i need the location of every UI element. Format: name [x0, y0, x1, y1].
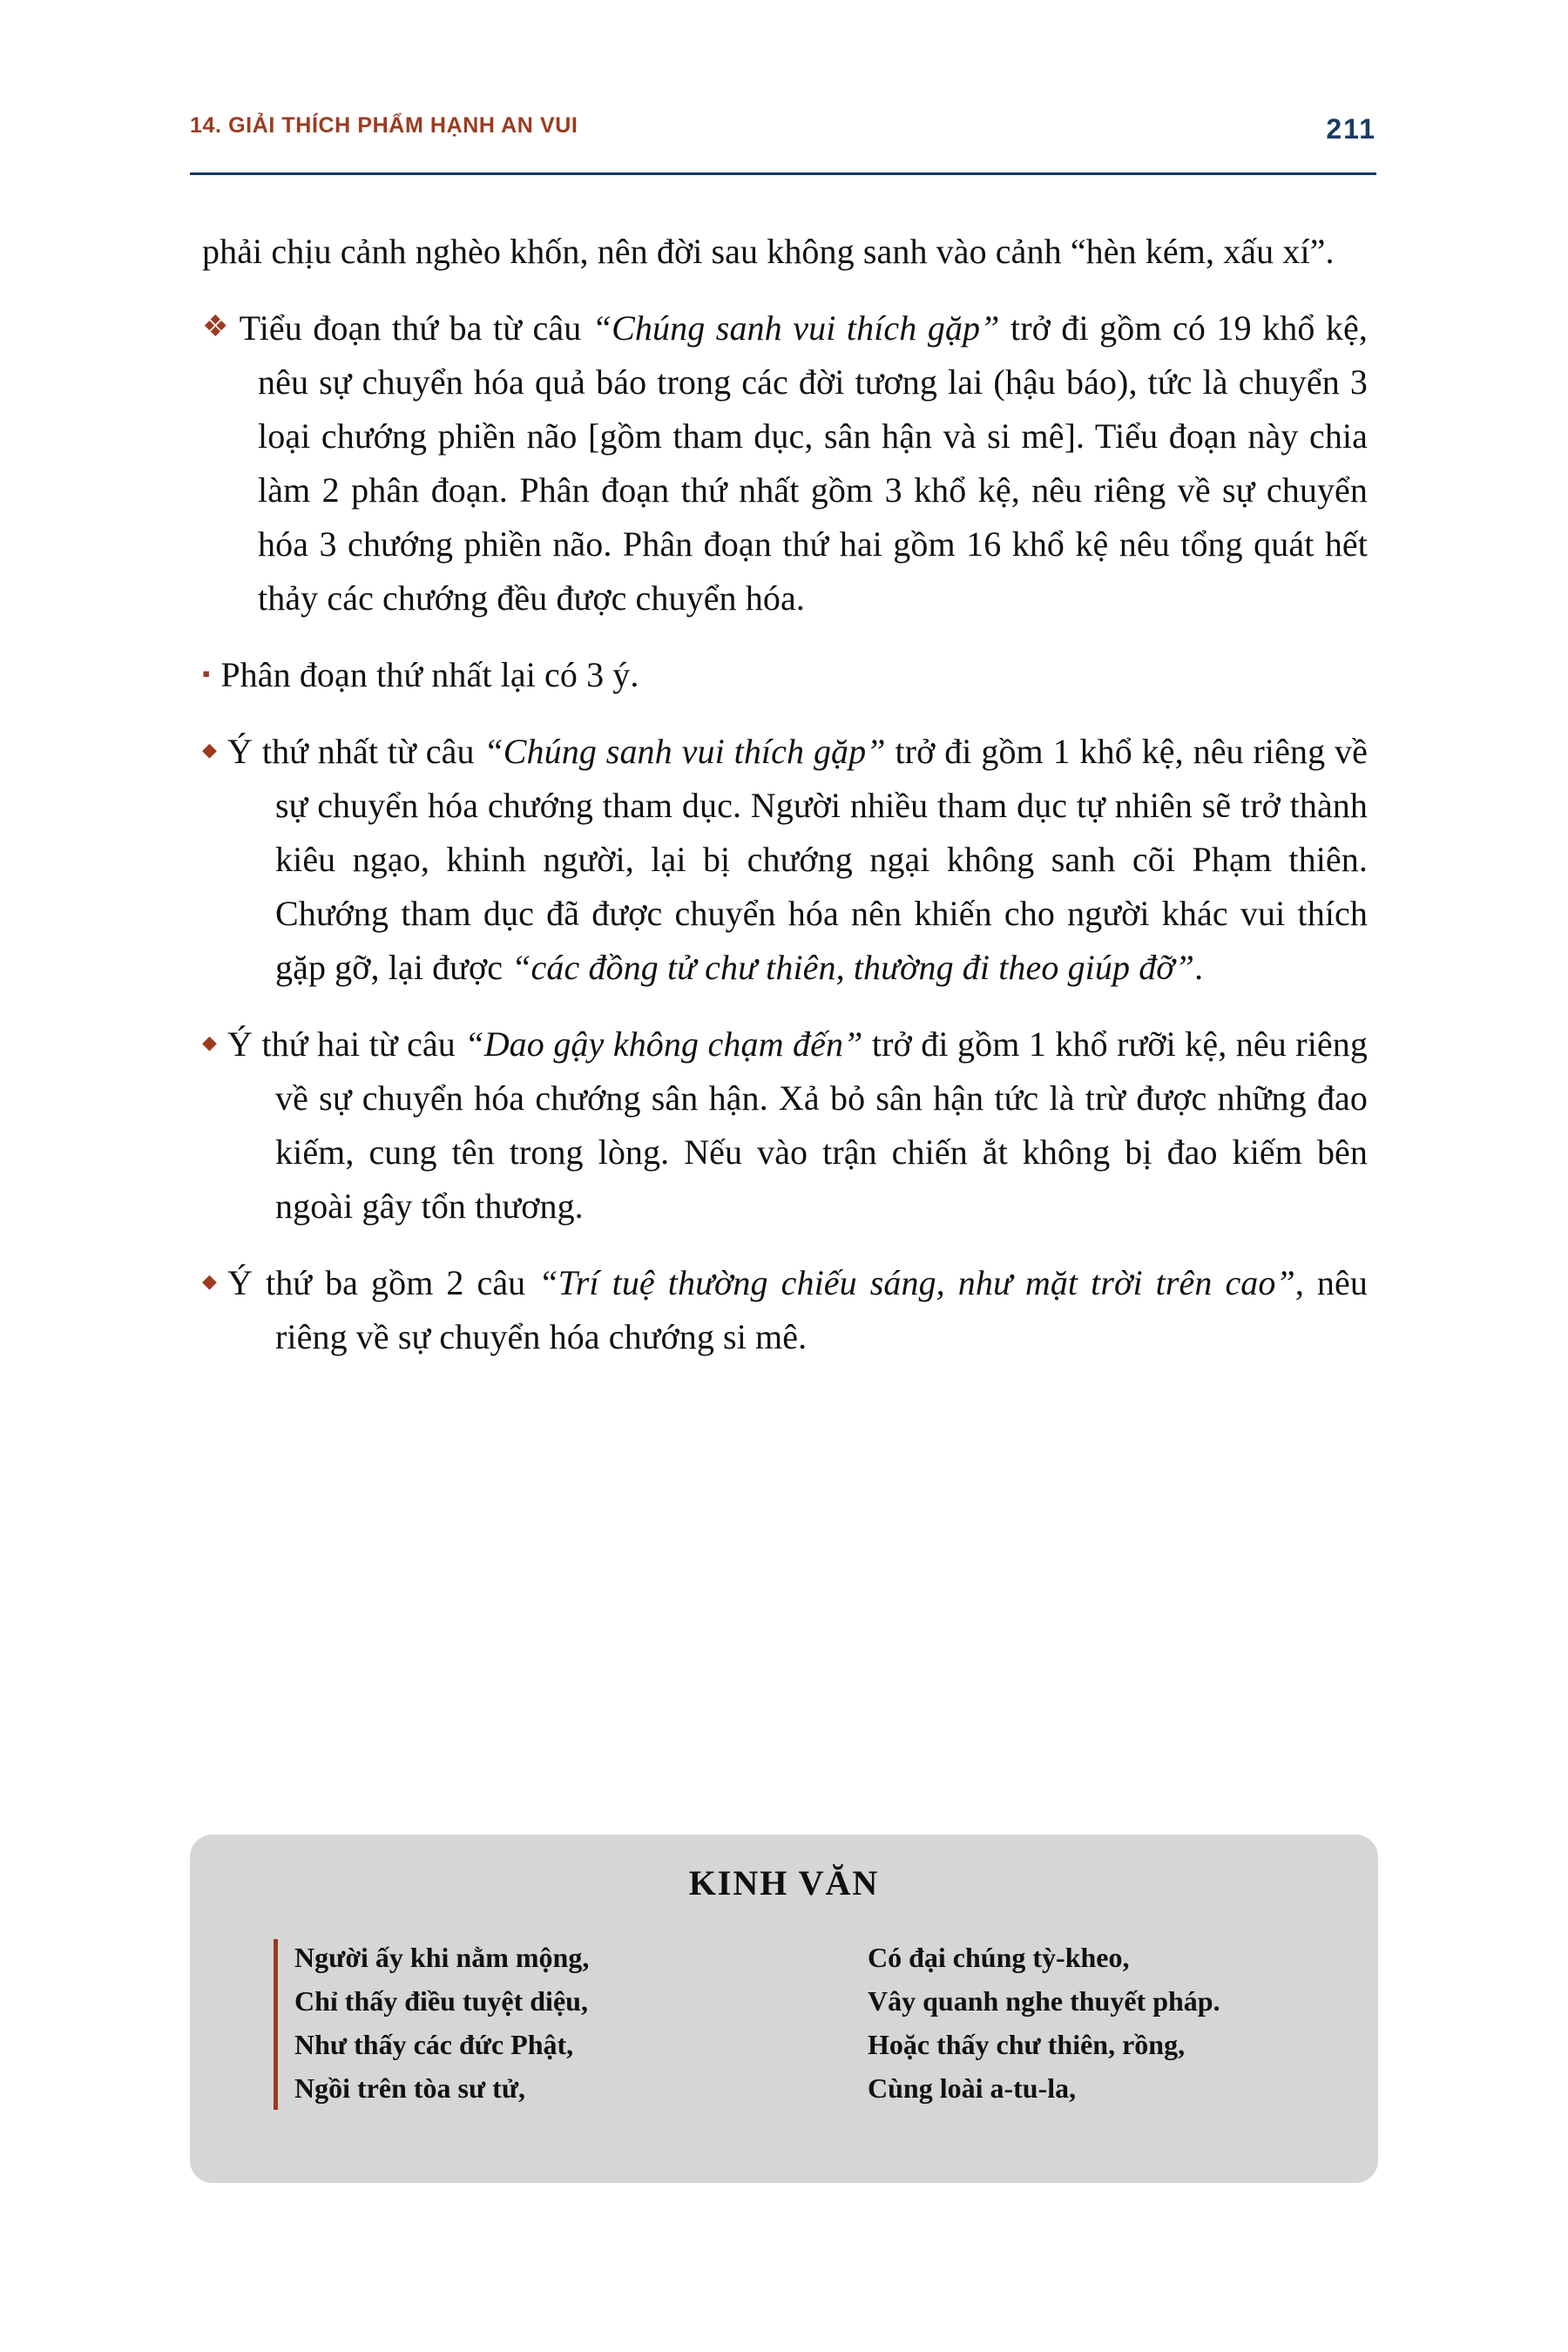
quote-tri-tue-thuong-chieu-sang: “Trí tuệ thường chiếu sáng, như mặt trời trên cao”: [538, 1263, 1295, 1302]
paragraph-idea-three: [202, 1256, 1368, 1364]
diamond-bullet-icon: ❖: [202, 311, 229, 343]
verse-line: Ngồi trên tòa sư tử,: [294, 2072, 526, 2104]
verse-line: Vây quanh nghe thuyết pháp.: [868, 1985, 1220, 2017]
verse-column-right: [784, 1936, 1378, 2110]
quote-chung-sanh-vui-thich-gap: “Chúng sanh vui thích gặp”: [591, 308, 1000, 348]
verse-line: Hoặc thấy chư thiên, rồng,: [868, 2029, 1186, 2060]
paragraph-idea-one-post: .: [1194, 948, 1204, 987]
verse-line: Như thấy các đức Phật,: [294, 2029, 574, 2060]
paragraph-idea-three-post: , nêu riêng về sự chuyển hóa chướng si mê.: [275, 1263, 1368, 1356]
verse-left-rule: [274, 1939, 278, 2110]
verse-line: Cùng loài a-tu-la,: [868, 2072, 1077, 2104]
dot-bullet-icon-3: ◆: [202, 1270, 218, 1292]
quote-cac-dong-tu-chu-thien: “các đồng tử chư thiên, thường đi theo giúp đỡ”: [511, 948, 1195, 987]
running-head: [190, 113, 1376, 169]
verse-columns: [190, 1936, 1378, 2110]
paragraph-idea-one-mid: trở đi gồm 1 khổ kệ, nêu riêng về sự chuyển hóa chướng tham dục. Người nhiều tham dục tự nhiên sẽ trở thành kiêu ngạo, khinh người, lại bị chướng ngại không sanh cõi Phạm thiên. Chướng tham dục đã được chuyển hóa nên khiến cho người khác vui thích gặp gỡ, lại được: [275, 732, 1368, 987]
header-divider: [190, 172, 1376, 175]
chapter-title: 14. GIẢI THÍCH PHẨM HẠNH AN VUI: [190, 113, 578, 138]
quote-dao-gay-khong-cham-den: “Dao gậy không chạm đến”: [464, 1024, 863, 1064]
paragraph-subsection-one: [202, 648, 1368, 702]
verse-line: Chỉ thấy điều tuyệt diệu,: [294, 1985, 588, 2017]
paragraph-idea-two: [202, 1017, 1368, 1233]
verse-line: Người ấy khi nằm mộng,: [294, 1942, 590, 1973]
paragraph-idea-one-pre: Ý thứ nhất từ câu: [227, 732, 484, 771]
paragraph-idea-two-post: trở đi gồm 1 khổ rưỡi kệ, nêu riêng về sự chuyển hóa chướng sân hận. Xả bỏ sân hận tức là trừ được những đao kiếm, cung tên trong lòng. Nếu vào trận chiến ắt không bị đao kiếm bên ngoài gây tổn thương.: [275, 1024, 1368, 1226]
paragraph-section-three: [202, 301, 1368, 625]
paragraph-intro: [202, 225, 1368, 279]
paragraph-section-three-pre: Tiểu đoạn thứ ba từ câu: [239, 308, 592, 348]
paragraph-subsection-one-text: Phân đoạn thứ nhất lại có 3 ý.: [220, 655, 639, 694]
paragraph-idea-three-pre: Ý thứ ba gồm 2 câu: [227, 1263, 539, 1302]
body-content: [202, 225, 1368, 1364]
sutra-text-box: [190, 1835, 1378, 2183]
quote-chung-sanh-vui-thich-gap-2: “Chúng sanh vui thích gặp”: [483, 732, 886, 771]
verse-line: Có đại chúng tỳ-kheo,: [868, 1942, 1130, 1973]
paragraph-idea-two-pre: Ý thứ hai từ câu: [227, 1024, 465, 1064]
paragraph-idea-one: [202, 725, 1368, 995]
paragraph-section-three-post: trở đi gồm có 19 khổ kệ, nêu sự chuyển hóa quả báo trong các đời tương lai (hậu báo), tức là chuyển 3 loại chướng phiền não [gồm tham dục, sân hận và si mê]. Tiểu đoạn này chia làm 2 phân đoạn. Phân đoạn thứ nhất gồm 3 khổ kệ, nêu riêng về sự chuyển hóa 3 chướng phiền não. Phân đoạn thứ hai gồm 16 khổ kệ nêu tổng quát hết thảy các chướng đều được chuyển hóa.: [258, 308, 1368, 618]
sutra-box-title: KINH VĂN: [688, 1863, 880, 1903]
paragraph-intro-text: phải chịu cảnh nghèo khốn, nên đời sau không sanh vào cảnh “hèn kém, xấu xí”.: [202, 232, 1335, 271]
dot-bullet-icon: ◆: [202, 739, 218, 760]
square-bullet-icon: ▪: [202, 661, 211, 686]
dot-bullet-icon-2: ◆: [202, 1031, 218, 1053]
verse-column-left: [190, 1936, 784, 2110]
page-number: 211: [1326, 113, 1376, 145]
